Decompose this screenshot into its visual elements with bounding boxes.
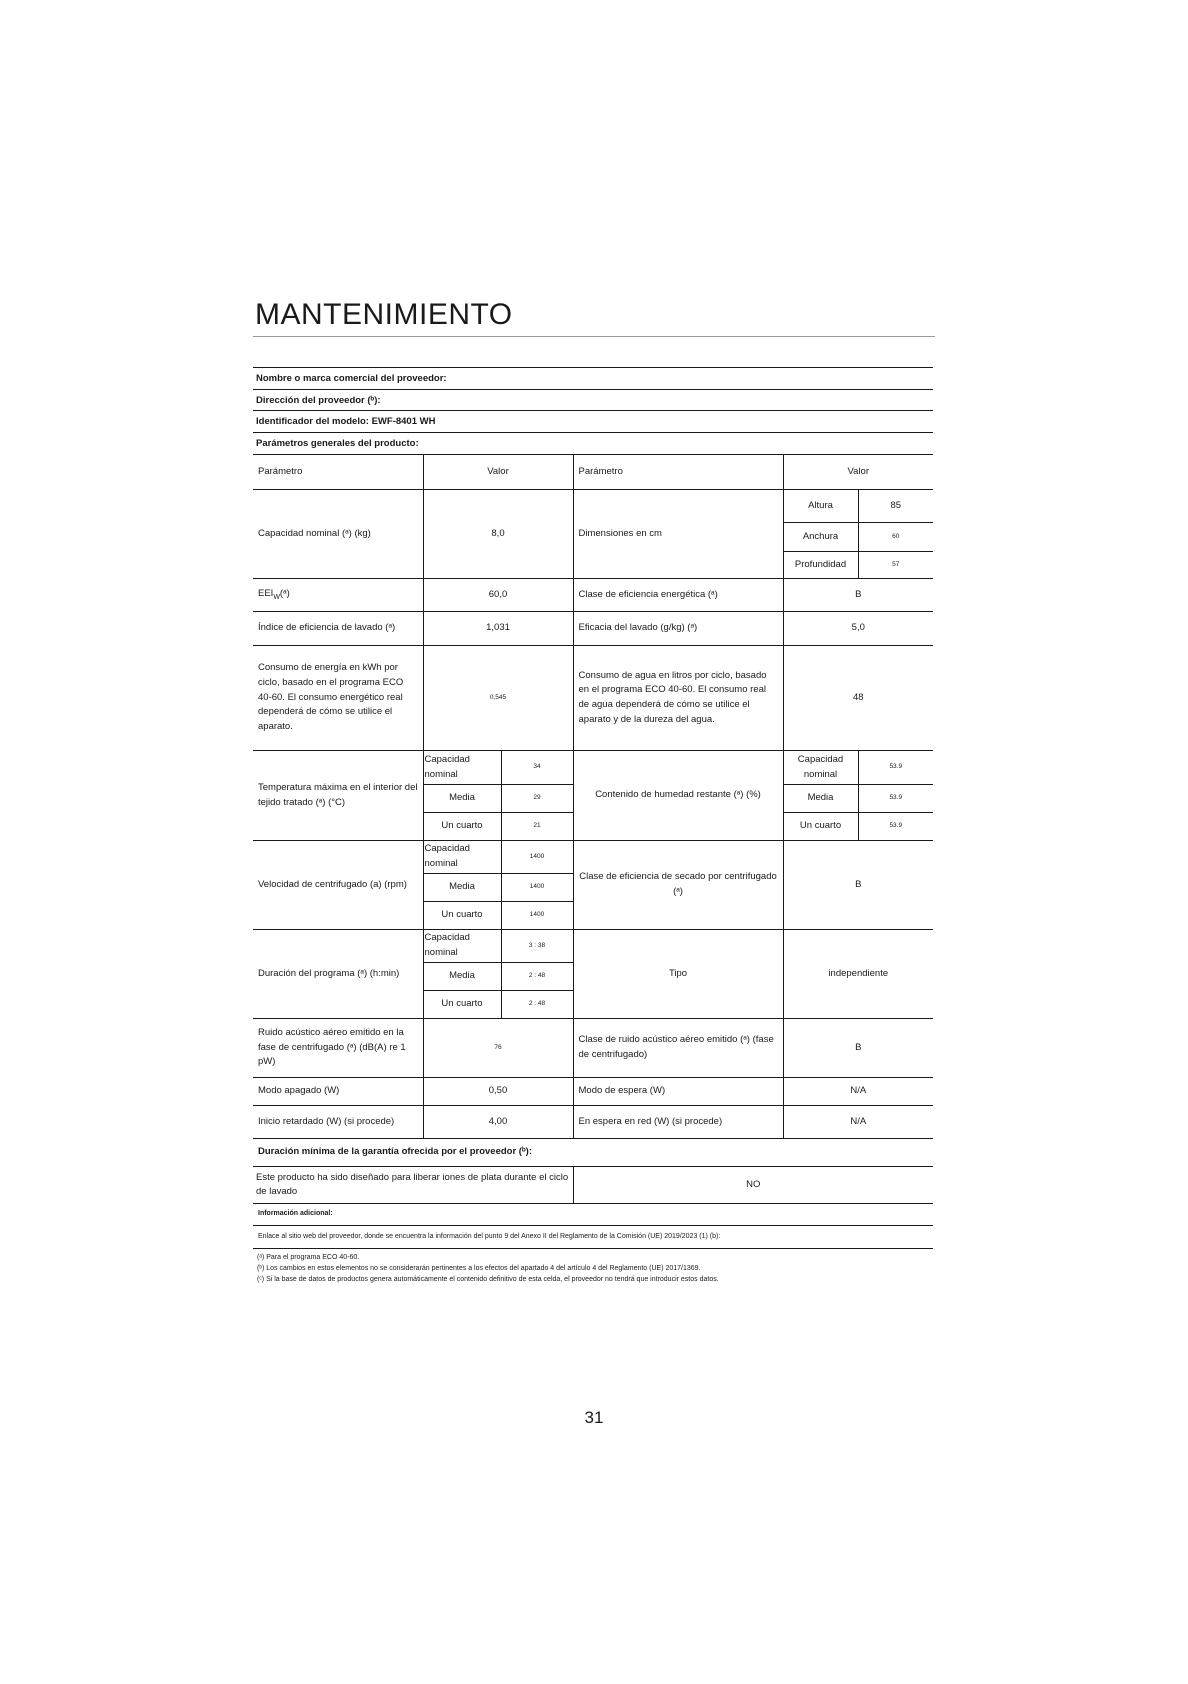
- spin-speed-half-value: 1400: [501, 874, 573, 902]
- duration-rated-label: Capacidad nominal: [423, 930, 501, 963]
- network-standby-label: En espera en red (W) (si procede): [573, 1106, 783, 1139]
- header-parameter-2: Parámetro: [573, 455, 783, 490]
- depth-label: Profundidad: [783, 552, 858, 579]
- water-consumption-value: 48: [783, 646, 933, 751]
- moisture-rated-value: 53.9: [858, 751, 933, 785]
- footnote-b: (ᵇ) Los cambios en estos elementos no se considerarán pertinentes a los efectos del apartado 4 del artículo 4 del Reglamento (UE) 2017/1369.: [257, 1265, 701, 1272]
- duration-half-label: Media: [423, 963, 501, 991]
- moisture-quarter-value: 53.9: [858, 813, 933, 841]
- noise-value: 76: [423, 1019, 573, 1078]
- duration-quarter-label: Un cuarto: [423, 991, 501, 1019]
- capacity-label: Capacidad nominal (ᵃ) (kg): [253, 490, 423, 579]
- silver-ions-value: NO: [573, 1167, 933, 1204]
- moisture-half-label: Media: [783, 785, 858, 813]
- standby-value: N/A: [783, 1078, 933, 1106]
- table-row: [253, 579, 933, 612]
- eei-label: [253, 579, 423, 612]
- washing-index-label: Índice de eficiencia de lavado (ᵃ): [253, 612, 423, 646]
- table-row: [253, 1204, 933, 1226]
- width-label: Anchura: [783, 523, 858, 552]
- table-row: [253, 1139, 933, 1167]
- capacity-value: 8,0: [423, 490, 573, 579]
- moisture-rated-label: Capacidad nominal: [783, 751, 858, 785]
- eei-label-main: EEI: [258, 587, 274, 599]
- table-row: [253, 841, 933, 874]
- table-row: [253, 1019, 933, 1078]
- moisture-quarter-label: Un cuarto: [783, 813, 858, 841]
- spin-speed-half-label: Media: [423, 874, 501, 902]
- table-row: [253, 930, 933, 963]
- standby-label: Modo de espera (W): [573, 1078, 783, 1106]
- washing-index-value: 1,031: [423, 612, 573, 646]
- delay-start-value: 4,00: [423, 1106, 573, 1139]
- delay-start-label: Inicio retardado (W) (si procede): [253, 1106, 423, 1139]
- water-consumption-label: Consumo de agua en litros por ciclo, basado en el programa ECO 40-60. El consumo real de agua dependerá de cómo se utilice el aparato y de la dureza del agua.: [573, 646, 783, 751]
- general-parameters-row: Parámetros generales del producto:: [253, 432, 933, 454]
- warranty-label: Duración mínima de la garantía ofrecida por el proveedor (ᵇ):: [253, 1139, 933, 1167]
- max-temp-half-value: 29: [501, 785, 573, 813]
- dimensions-label: Dimensiones en cm: [573, 490, 783, 579]
- duration-rated-value: 3 : 38: [501, 930, 573, 963]
- eei-value: 60,0: [423, 579, 573, 612]
- header-parameter: Parámetro: [253, 455, 423, 490]
- table-row: [253, 646, 933, 751]
- model-identifier-row: Identificador del modelo: EWF-8401 WH: [253, 410, 933, 432]
- supplier-weblink-label: Enlace al sitio web del proveedor, donde se encuentra la información del punto 9 del Anexo II del Reglamento de la Comisión (UE) 2019/2023 (1) (b):: [253, 1226, 933, 1249]
- supplier-address-row: Dirección del proveedor (ᵇ):: [253, 389, 933, 411]
- energy-class-label: Clase de eficiencia energética (ᵃ): [573, 579, 783, 612]
- header-value-2: Valor: [783, 455, 933, 490]
- max-temp-half-label: Media: [423, 785, 501, 813]
- additional-info-label: Información adicional:: [253, 1204, 933, 1226]
- page-number: 31: [584, 1408, 604, 1427]
- width-value: 60: [858, 523, 933, 552]
- eei-label-tail: (ᵃ): [279, 587, 290, 599]
- table-row: [253, 1226, 933, 1249]
- table-header-row: [253, 455, 933, 490]
- height-label: Altura: [783, 490, 858, 523]
- off-mode-label: Modo apagado (W): [253, 1078, 423, 1106]
- title-divider: [253, 336, 935, 337]
- table-row: [253, 1106, 933, 1139]
- depth-value: 57: [858, 552, 933, 579]
- noise-label: Ruido acústico aéreo emitido en la fase de centrifugado (ᵃ) (dB(A) re 1 pW): [253, 1019, 423, 1078]
- energy-class-value: B: [783, 579, 933, 612]
- supplier-name-row: Nombre o marca comercial del proveedor:: [253, 367, 933, 389]
- duration-label: Duración del programa (ᵃ) (h:min): [253, 930, 423, 1019]
- footnote-c: (ᶜ) Si la base de datos de productos genera automáticamente el contenido definitivo de esta celda, el proveedor no tendrá que introducir estos datos.: [257, 1276, 719, 1283]
- table-row: [253, 1167, 933, 1204]
- network-standby-value: N/A: [783, 1106, 933, 1139]
- header-value: Valor: [423, 455, 573, 490]
- table-row: [253, 751, 933, 785]
- noise-class-label: Clase de ruido acústico aéreo emitido (ᵃ) (fase de centrifugado): [573, 1019, 783, 1078]
- spin-speed-quarter-value: 1400: [501, 902, 573, 930]
- table-row: [253, 1078, 933, 1106]
- table-row: [253, 612, 933, 646]
- energy-consumption-value: 0,545: [423, 646, 573, 751]
- rinsing-value: 5,0: [783, 612, 933, 646]
- eei-label-sub: W: [273, 593, 280, 601]
- duration-quarter-value: 2 : 48: [501, 991, 573, 1019]
- product-parameters-table: [253, 454, 933, 1249]
- energy-consumption-label: Consumo de energía en kWh por ciclo, basado en el programa ECO 40-60. El consumo energético real dependerá de cómo se utilice el aparato.: [253, 646, 423, 751]
- spin-speed-label: Velocidad de centrifugado (a) (rpm): [253, 841, 423, 930]
- spin-class-label: Clase de eficiencia de secado por centrifugado (ᵃ): [573, 841, 783, 930]
- max-temp-quarter-value: 21: [501, 813, 573, 841]
- off-mode-value: 0,50: [423, 1078, 573, 1106]
- moisture-label: Contenido de humedad restante (ᵃ) (%): [573, 751, 783, 841]
- silver-ions-label: Este producto ha sido diseñado para liberar iones de plata durante el ciclo de lavado: [253, 1167, 573, 1204]
- spin-speed-quarter-label: Un cuarto: [423, 902, 501, 930]
- duration-half-value: 2 : 48: [501, 963, 573, 991]
- spin-speed-rated-value: 1400: [501, 841, 573, 874]
- height-value: 85: [858, 490, 933, 523]
- noise-class-value: B: [783, 1019, 933, 1078]
- footnote-a: (ᵃ) Para el programa ECO 40-60.: [257, 1254, 360, 1261]
- type-value: independiente: [783, 930, 933, 1019]
- spin-class-value: B: [783, 841, 933, 930]
- type-label: Tipo: [573, 930, 783, 1019]
- max-temp-label: Temperatura máxima en el interior del tejido tratado (ᵃ) (°C): [253, 751, 423, 841]
- max-temp-rated-value: 34: [501, 751, 573, 785]
- moisture-half-value: 53.9: [858, 785, 933, 813]
- max-temp-rated-label: Capacidad nominal: [423, 751, 501, 785]
- rinsing-label: Eficacia del lavado (g/kg) (ᵃ): [573, 612, 783, 646]
- max-temp-quarter-label: Un cuarto: [423, 813, 501, 841]
- spin-speed-rated-label: Capacidad nominal: [423, 841, 501, 874]
- table-row: [253, 490, 933, 523]
- page-title: MANTENIMIENTO: [255, 298, 513, 331]
